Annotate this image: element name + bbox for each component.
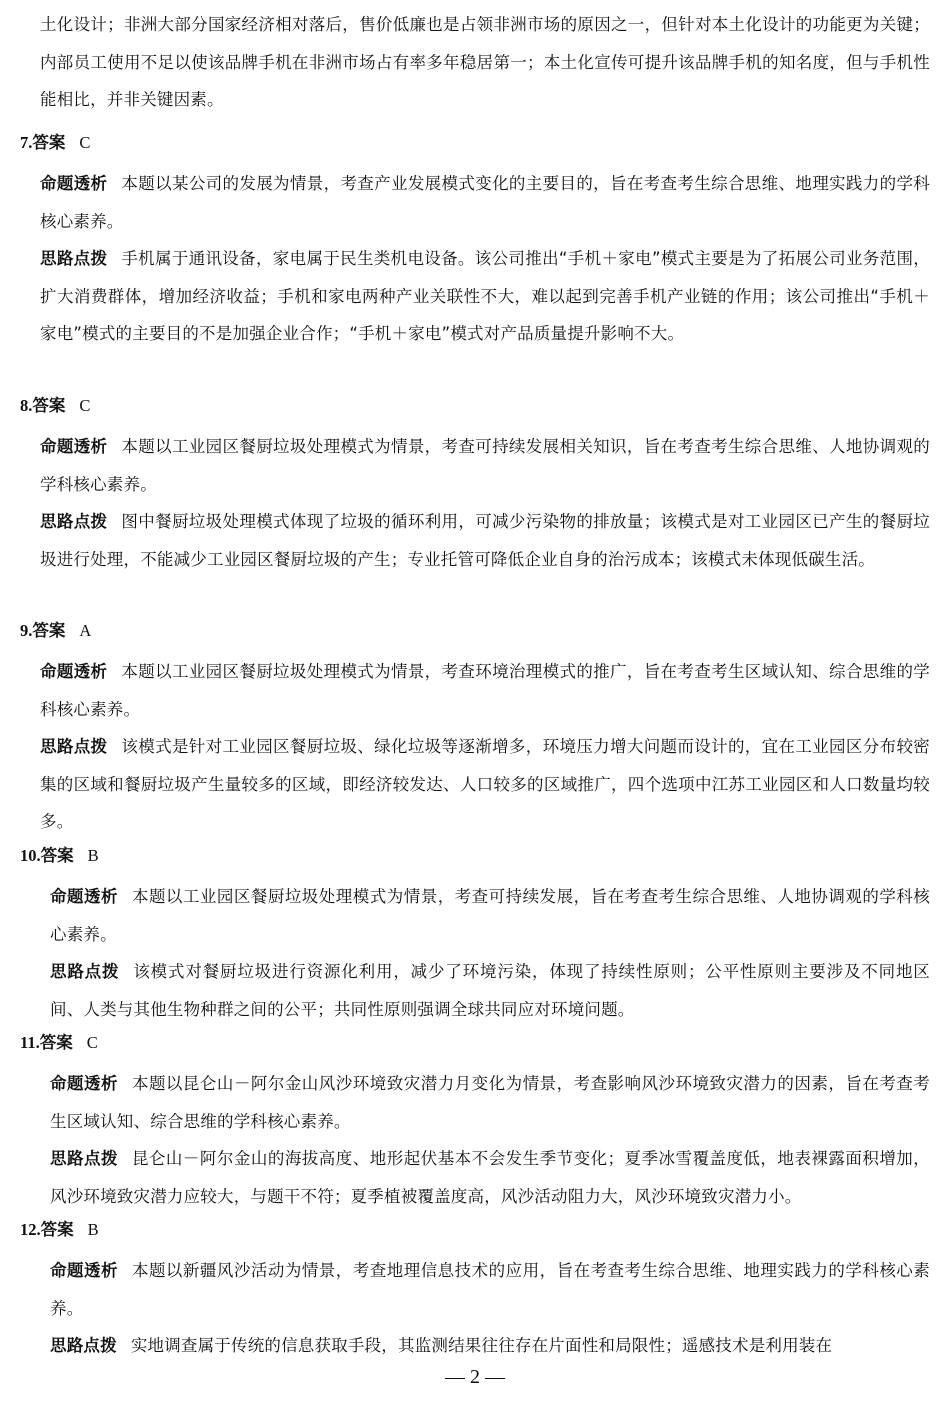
intro-paragraph: 土化设计；非洲大部分国家经济相对落后，售价低廉也是占领非洲市场的原因之一，但针对本土化设计的功能更为关键；内部员工使用不足以使该品牌手机在非洲市场占有率多年稳居第一；本土化宣传可提升该品牌手机的知名度，但与手机性能相比，并非关键因素。 <box>40 15 930 109</box>
q12-hint: 思路点拨 实地调查属于传统的信息获取手段，其监测结果往往存在片面性和局限性；遥感技术是利用装在 <box>50 1336 833 1355</box>
q9-hint: 思路点拨 该模式是针对工业园区餐厨垃圾、绿化垃圾等逐渐增多，环境压力增大问题而设计的，宜在工业园区分布较密集的区域和餐厨垃圾产生量较多的区域，即经济较发达、人口较多的区域推广，四个选项中江苏工业园区和人口数量均较多。 <box>40 737 930 831</box>
page-number: — 2 — <box>445 1366 505 1388</box>
q7-answer-line: 7.答案 C <box>20 133 91 152</box>
q12-analysis: 命题透析 本题以新疆风沙活动为情景，考查地理信息技术的应用，旨在考查考生综合思维、地理实践力的学科核心素养。 <box>50 1261 930 1318</box>
q8-hint: 思路点拨 图中餐厨垃圾处理模式体现了垃圾的循环利用，可减少污染物的排放量；该模式是对工业园区已产生的餐厨垃圾进行处理，不能减少工业园区餐厨垃圾的产生；专业托管可降低企业自身的治污成本；该模式未体现低碳生活。 <box>40 512 930 569</box>
q8-analysis: 命题透析 本题以工业园区餐厨垃圾处理模式为情景，考查可持续发展相关知识，旨在考查考生综合思维、人地协调观的学科核心素养。 <box>40 437 930 494</box>
q7-analysis: 命题透析 本题以某公司的发展为情景，考查产业发展模式变化的主要目的，旨在考查考生综合思维、地理实践力的学科核心素养。 <box>40 174 930 231</box>
q10-analysis: 命题透析 本题以工业园区餐厨垃圾处理模式为情景，考查可持续发展，旨在考查考生综合思维、人地协调观的学科核心素养。 <box>50 887 930 944</box>
q9-answer-line: 9.答案 A <box>20 621 92 640</box>
q8-answer-line: 8.答案 C <box>20 396 91 415</box>
q10-hint: 思路点拨 该模式对餐厨垃圾进行资源化利用，减少了环境污染，体现了持续性原则；公平性原则主要涉及不同地区间、人类与其他生物种群之间的公平；共同性原则强调全球共同应对环境问题。 <box>50 962 930 1019</box>
q7-hint: 思路点拨 手机属于通讯设备，家电属于民生类机电设备。该公司推出“手机＋家电”模式主要是为了拓展公司业务范围，扩大消费群体，增加经济收益；手机和家电两种产业关联性不大，难以起到完善手机产业链的作用；该公司推出“手机＋家电”模式的主要目的不是加强企业合作；“手机＋家电”模式对产品质量提升影响不大。 <box>40 249 930 343</box>
q9-analysis: 命题透析 本题以工业园区餐厨垃圾处理模式为情景，考查环境治理模式的推广，旨在考查考生区域认知、综合思维的学科核心素养。 <box>40 662 930 719</box>
q10-answer-line: 10.答案 B <box>20 846 99 865</box>
q11-answer-line: 11.答案 C <box>20 1033 98 1052</box>
q11-analysis: 命题透析 本题以昆仑山－阿尔金山风沙环境致灾潜力月变化为情景，考查影响风沙环境致灾潜力的因素，旨在考查考生区域认知、综合思维的学科核心素养。 <box>50 1074 930 1131</box>
q12-answer-line: 12.答案 B <box>20 1220 99 1239</box>
q11-hint: 思路点拨 昆仑山－阿尔金山的海拔高度、地形起伏基本不会发生季节变化；夏季冰雪覆盖度低，地表裸露面积增加，风沙环境致灾潜力应较大，与题干不符；夏季植被覆盖度高，风沙活动阻力大，风沙环境致灾潜力小。 <box>50 1149 930 1206</box>
